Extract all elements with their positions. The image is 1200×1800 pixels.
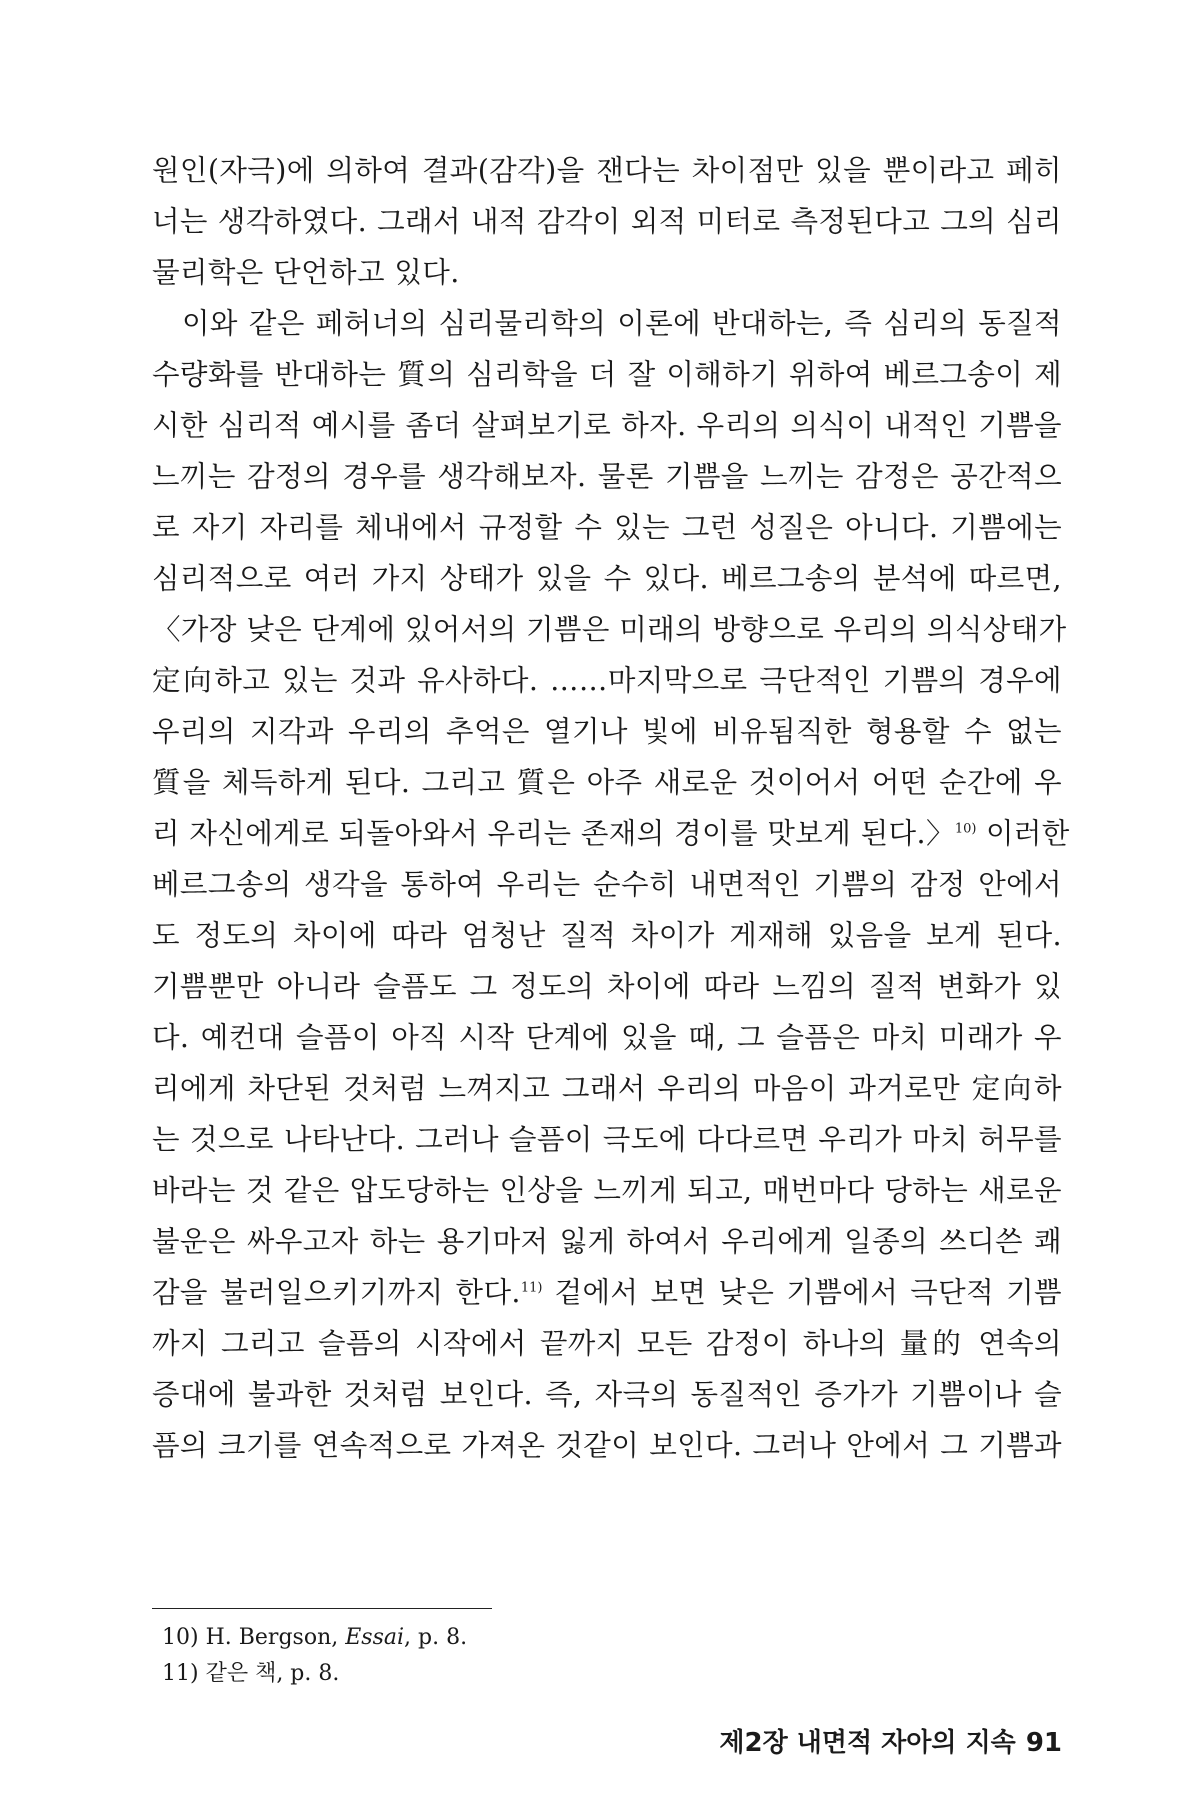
text-segment: 감을 불러일으키기까지 한다. [152,1276,521,1309]
footnote-divider [152,1608,492,1609]
footnote [162,1656,467,1692]
text-line: 베르그송의 생각을 통하여 우리는 순수히 내면적인 기쁨의 감정 안에서 [152,868,1062,901]
text-line: 리에게 차단된 것처럼 느껴지고 그래서 우리의 마음이 과거로만 定向하 [152,1072,1062,1105]
text-line: 시한 심리적 예시를 좀더 살펴보기로 하자. 우리의 의식이 내적인 기쁨을 [152,409,1062,442]
text-line: 기쁨뿐만 아니라 슬픔도 그 정도의 차이에 따라 느낌의 질적 변화가 있 [152,970,1062,1003]
text-line [152,808,1070,859]
text-line: 바라는 것 같은 압도당하는 인상을 느끼게 되고, 매번마다 당하는 새로운 [152,1174,1062,1207]
text-line: 質을 체득하게 된다. 그리고 質은 아주 새로운 것이어서 어떤 순간에 우 [152,766,1062,799]
footnote-number: 11) [162,1661,199,1686]
footnote [162,1620,467,1656]
text-line: 느끼는 감정의 경우를 생각해보자. 물론 기쁨을 느끼는 감정은 공간적으 [152,460,1062,493]
text-line: 원인(자극)에 의하여 결과(감각)을 잰다는 차이점만 있을 뿐이라고 페히 [152,154,1062,187]
text-line: 물리학은 단언하고 있다. [152,256,460,289]
text-line: 로 자기 자리를 체내에서 규정할 수 있는 그런 성질은 아니다. 기쁨에는 [152,511,1062,544]
text-line: 너는 생각하였다. 그래서 내적 감각이 외적 미터로 측정된다고 그의 심리 [152,205,1062,238]
footnote-ref: 10) [954,821,977,837]
footnote-number: 10) [162,1625,199,1650]
text-line: 수량화를 반대하는 質의 심리학을 더 잘 이해하기 위하여 베르그송이 제 [152,358,1062,391]
text-line: 까지 그리고 슬픔의 시작에서 끝까지 모든 감정이 하나의 量的 연속의 [152,1327,1062,1360]
text-segment: 리 자신에게로 되돌아와서 우리는 존재의 경이를 맛보게 된다.〉 [152,817,955,850]
text-line: 증대에 불과한 것처럼 보인다. 즉, 자극의 동질적인 증가가 기쁨이나 슬 [152,1378,1062,1411]
text-line: 이와 같은 페허너의 심리물리학의 이론에 반대하는, 즉 심리의 동질적 [182,307,1062,340]
text-line: 불운은 싸우고자 하는 용기마저 잃게 하여서 우리에게 일종의 쓰디쓴 쾌 [152,1225,1062,1258]
footnote-text: 같은 책, p. 8. [198,1661,340,1686]
footnotes [162,1620,467,1692]
text-line: 定向하고 있는 것과 유사하다. ……마지막으로 극단적인 기쁨의 경우에 [152,664,1062,697]
footnote-ref: 11) [520,1280,543,1296]
body-text [152,145,1070,1471]
footnote-text: , p. 8. [404,1625,468,1650]
text-line: 다. 예컨대 슬픔이 아직 시작 단계에 있을 때, 그 슬픔은 마치 미래가 우 [152,1021,1062,1054]
text-line [152,1267,1062,1318]
chapter-title: 제2장 내면적 자아의 지속 [719,1728,1016,1758]
footnote-text: H. Bergson, [198,1625,346,1650]
text-line: 우리의 지각과 우리의 추억은 열기나 빛에 비유됨직한 형용할 수 없는 [152,715,1062,748]
text-line: 〈가장 낮은 단계에 있어서의 기쁨은 미래의 방향으로 우리의 의식상태가 [152,613,1067,646]
text-line: 심리적으로 여러 가지 상태가 있을 수 있다. 베르그송의 분석에 따르면, [152,562,1062,595]
footnote-title: Essai [345,1625,405,1650]
text-line: 는 것으로 나타난다. 그러나 슬픔이 극도에 다다르면 우리가 마치 허무를 [152,1123,1062,1156]
running-footer [719,1722,1062,1759]
text-segment: 겉에서 보면 낮은 기쁨에서 극단적 기쁨 [542,1276,1062,1309]
text-segment: 이러한 [976,817,1070,850]
page-number: 91 [1025,1728,1062,1758]
text-line: 도 정도의 차이에 따라 엄청난 질적 차이가 게재해 있음을 보게 된다. [152,919,1062,952]
text-line: 픔의 크기를 연속적으로 가져온 것같이 보인다. 그러나 안에서 그 기쁨과 [152,1429,1062,1462]
